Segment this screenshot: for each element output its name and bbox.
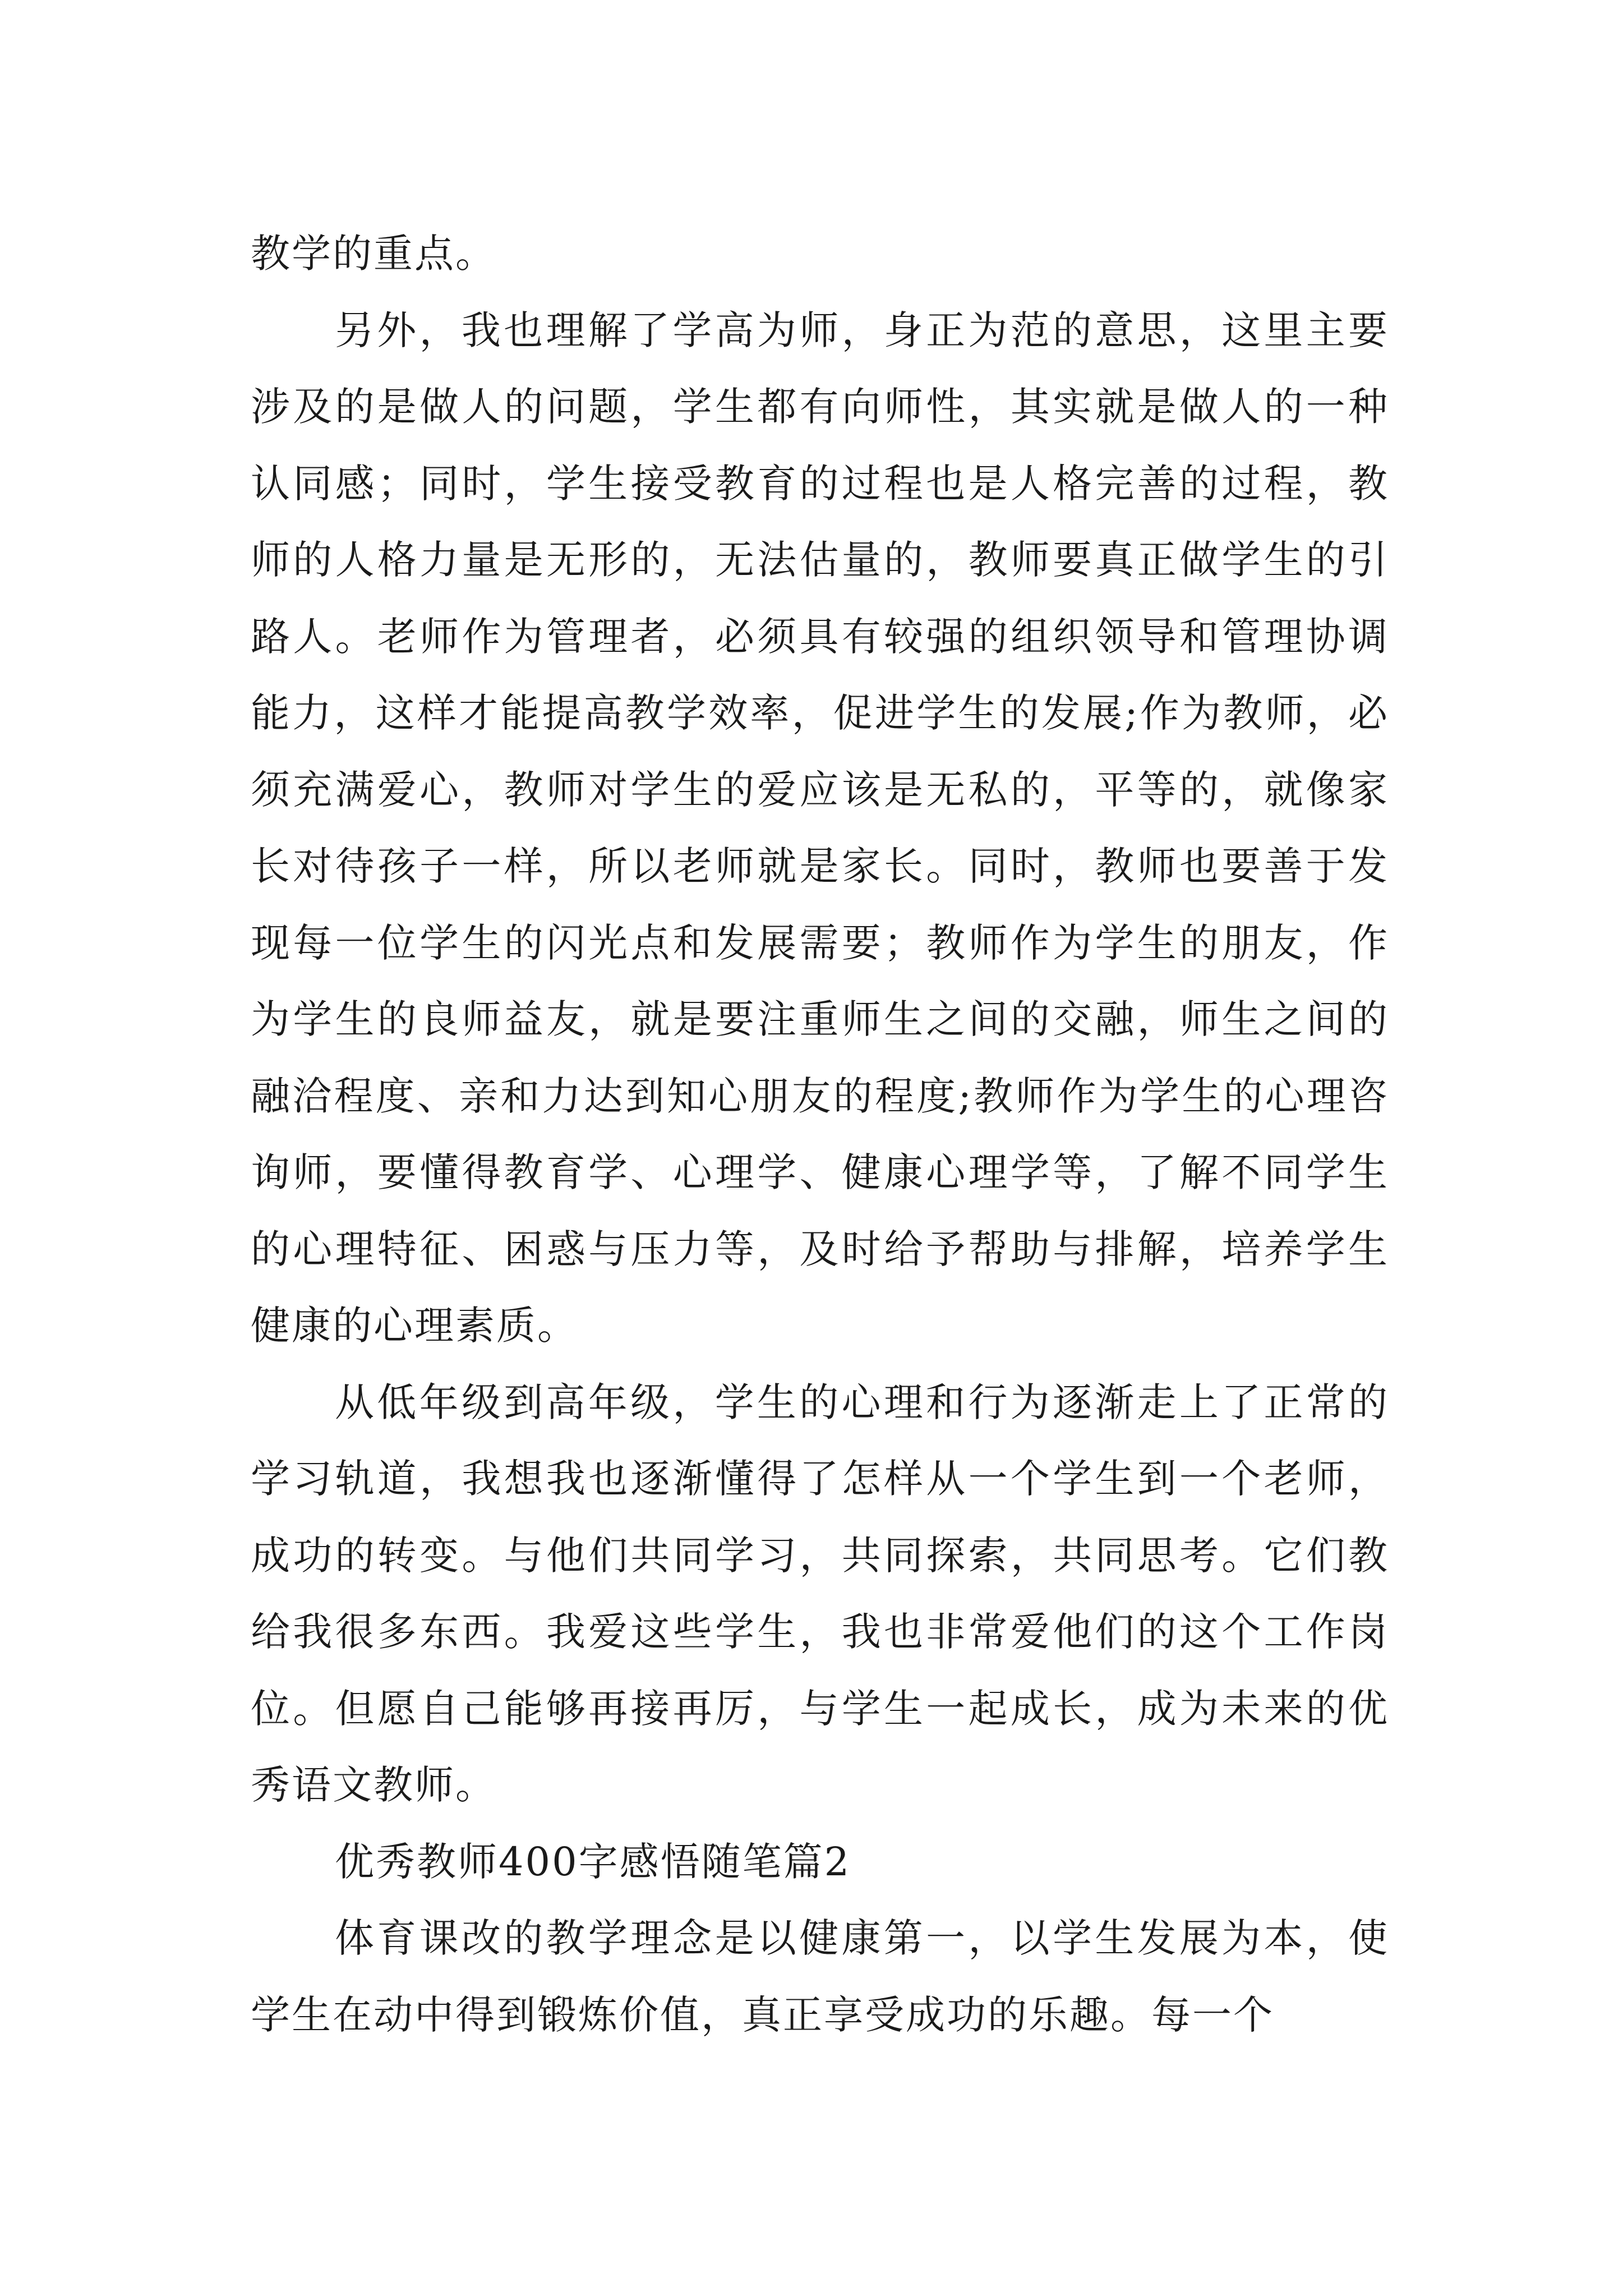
paragraph-growth: 从低年级到高年级，学生的心理和行为逐渐走上了正常的学习轨道，我想我也逐渐懂得了怎样从一个学生到一个老师，成功的转变。与他们共同学习，共同探索，共同思考。它们教给我很多东西。我爱这些学生，我也非常爱他们的这个工作岗位。但愿自己能够再接再厉，与学生一起成长，成为未来的优秀语文教师。	[251, 1379, 1389, 1808]
paragraph-teacher-roles: 另外，我也理解了学高为师，身正为范的意思，这里主要涉及的是做人的问题，学生都有向师性，其实就是做人的一种认同感；同时，学生接受教育的过程也是人格完善的过程，教师的人格力量是无形的，无法估量的，教师要真正做学生的引路人。老师作为管理者，必须具有较强的组织领导和管理协调能力，这样才能提高教学效率，促进学生的发展;作为教师，必须充满爱心，教师对学生的爱应该是无私的，平等的，就像家长对待孩子一样，所以老师就是家长。同时，教师也要善于发现每一位学生的闪光点和发展需要；教师作为学生的朋友，作为学生的良师益友，就是要注重师生之间的交融，师生之间的融洽程度、亲和力达到知心朋友的程度;教师作为学生的心理咨询师，要懂得教育学、心理学、健康心理学等，了解不同学生的心理特征、困惑与压力等，及时给予帮助与排解，培养学生健康的心理素质。	[251, 307, 1389, 1349]
paragraph-pe-reform: 体育课改的教学理念是以健康第一，以学生发展为本，使学生在动中得到锻炼价值，真正享受成功的乐趣。每一个	[251, 1915, 1389, 2038]
paragraph-continuation: 教学的重点。	[251, 231, 496, 277]
document-body	[251, 215, 1389, 2053]
section-heading: 优秀教师400字感悟随笔篇2	[335, 1838, 851, 1885]
